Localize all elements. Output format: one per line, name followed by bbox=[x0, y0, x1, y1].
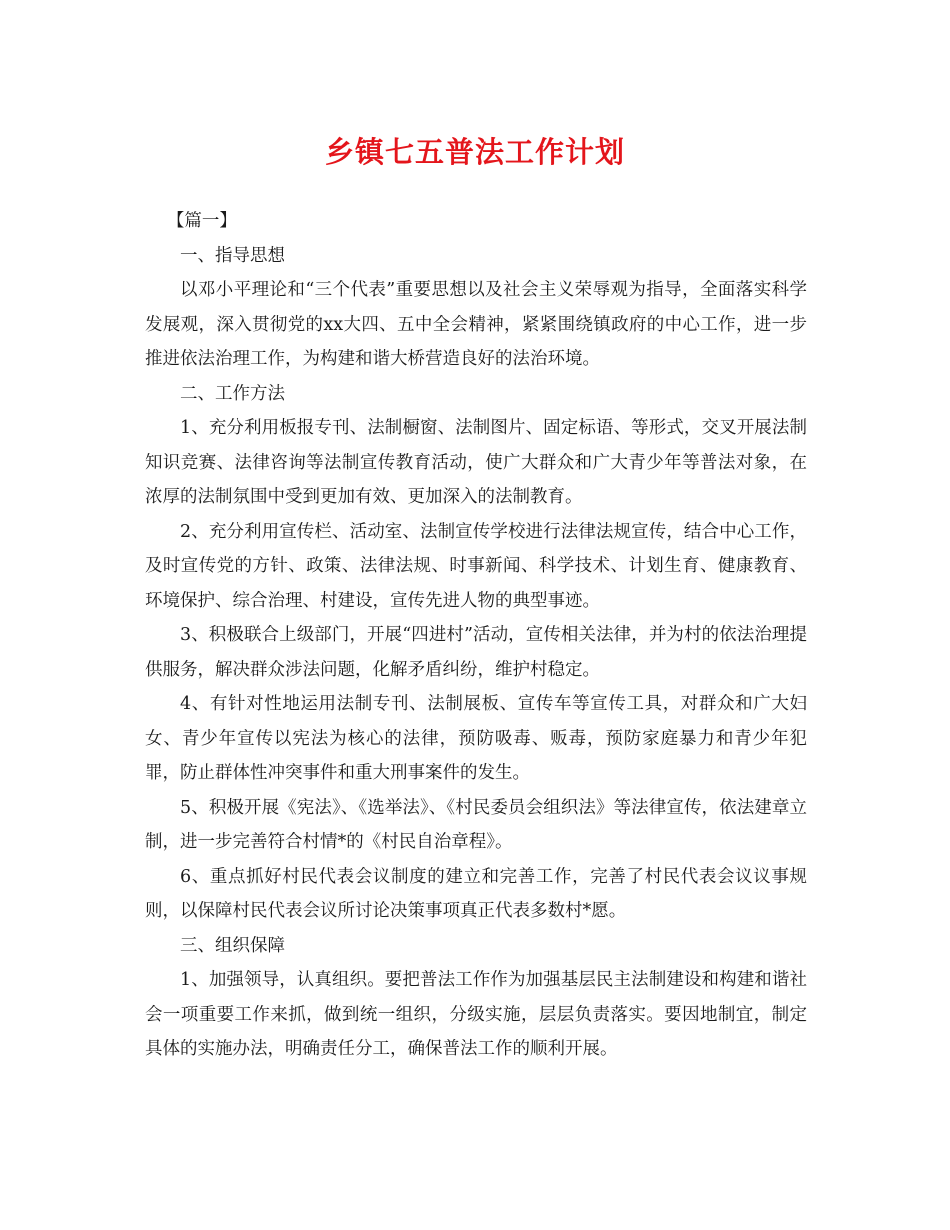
body-paragraph: 4、有针对性地运用法制专刊、法制展板、宣传车等宣传工具，对群众和广大妇女、青少年宣传以宪法为核心的法律，预防吸毒、贩毒，预防家庭暴力和青少年犯罪，防止群体性冲突事件和重大刑事案件的发生。 bbox=[145, 694, 807, 783]
body-paragraph: 以邓小平理论和“三个代表”重要思想以及社会主义荣辱观为指导，全面落实科学发展观，深入贯彻党的xx大四、五中全会精神，紧紧围绕镇政府的中心工作，进一步推进依法治理工作，为构建和谐大桥营造良好的法治环境。 bbox=[145, 280, 807, 369]
body-paragraph: 5、积极开展《宪法》、《选举法》、《村民委员会组织法》等法律宣传，依法建章立制，进一步完善符合村情*的《村民自治章程》。 bbox=[145, 797, 807, 852]
section-heading: 三、组织保障 bbox=[180, 935, 285, 956]
body-paragraph: 3、积极联合上级部门，开展“四进村”活动，宣传相关法律，并为村的依法治理提供服务，解决群众涉法问题，化解矛盾纠纷，维护村稳定。 bbox=[145, 625, 807, 680]
body-paragraph: 2、充分利用宣传栏、活动室、法制宣传学校进行法律法规宣传，结合中心工作，及时宣传党的方针、政策、法律法规、时事新闻、科学技术、计划生育、健康教育、环境保护、综合治理、村建设，宣传先进人物的典型事迹。 bbox=[145, 521, 807, 611]
document-body bbox=[145, 204, 807, 1067]
section-tag: 【篇一】 bbox=[166, 211, 237, 231]
body-paragraph: 1、充分利用板报专刊、法制橱窗、法制图片、固定标语、等形式，交叉开展法制知识竞赛、法律咨询等法制宣传教育活动，使广大群众和广大青少年等普法对象，在浓厚的法制氛围中受到更加有效、更加深入的法制教育。 bbox=[145, 418, 807, 507]
section-heading: 一、指导思想 bbox=[180, 245, 285, 266]
section-heading: 二、工作方法 bbox=[180, 383, 285, 404]
body-paragraph: 6、重点抓好村民代表会议制度的建立和完善工作，完善了村民代表会议议事规则，以保障村民代表会议所讨论决策事项真正代表多数村*愿。 bbox=[145, 866, 807, 921]
document-title: 乡镇七五普法工作计划 bbox=[324, 135, 625, 169]
body-paragraph: 1、加强领导，认真组织。要把普法工作作为加强基层民主法制建设和构建和谐社会一项重要工作来抓，做到统一组织，分级实施，层层负责落实。要因地制宜，制定具体的实施办法，明确责任分工，确保普法工作的顺利开展。 bbox=[145, 970, 807, 1059]
